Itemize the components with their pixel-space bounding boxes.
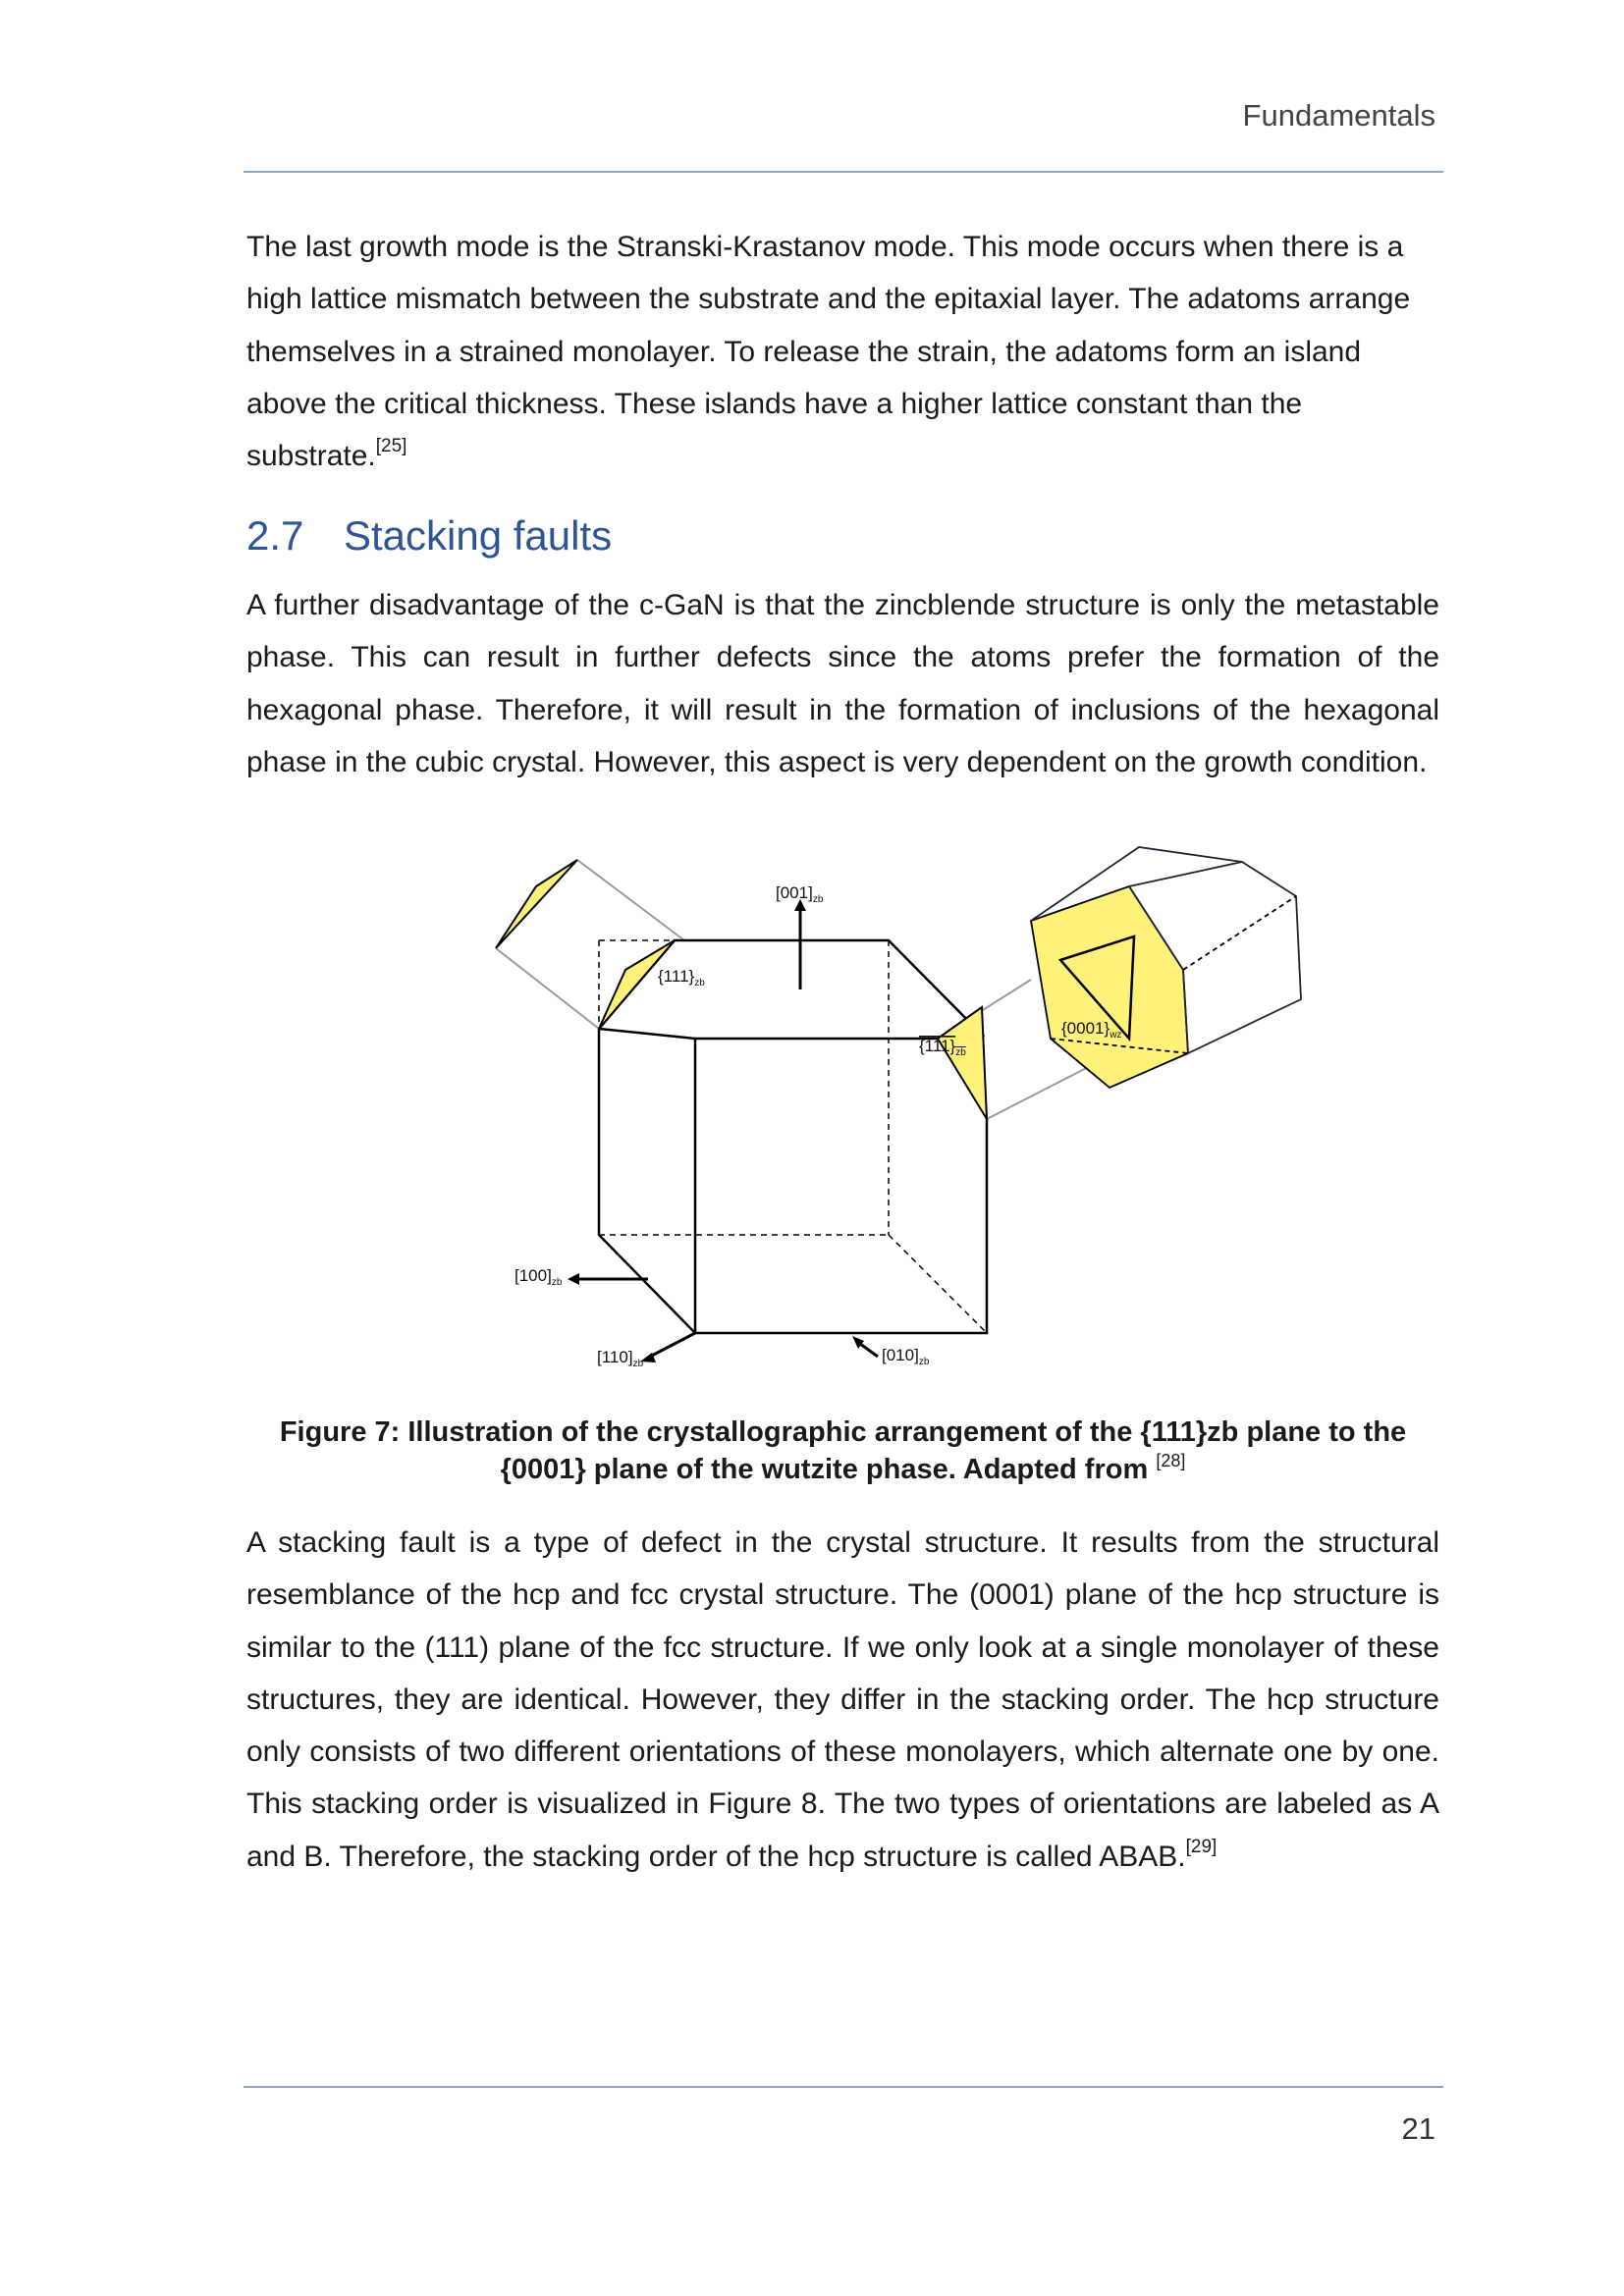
label-plane-111-bar: $\{111\}_{zb}$ [919,1037,966,1058]
plane-floating-triangle [496,860,577,948]
footer-rule [244,2086,1443,2088]
body-citation[interactable]: [29] [1185,1836,1218,1857]
section-title: Stacking faults [344,512,613,559]
crystal-diagram [481,842,1306,1392]
plane-111-right [938,1007,987,1119]
hexagonal-prism [1031,847,1301,1088]
caption-citation[interactable]: [28] [1156,1451,1186,1470]
label-plane-0001: $\{0001\}_{wz}$ [1061,1019,1122,1041]
intro-citation[interactable]: [25] [375,436,407,457]
header-rule [244,171,1443,173]
intro-paragraph [246,221,1439,482]
body-paragraph [246,1517,1439,1883]
cube-hidden-edges [599,940,987,1333]
running-header: Fundamentals [1242,98,1435,133]
section-heading [246,512,612,560]
prism-face-yellow [1031,886,1188,1088]
figure-caption [246,1414,1439,1488]
label-dir-110: $[110]_{zb}$ [597,1348,644,1369]
figure-caption-text: Figure 7: Illustration of the crystallographic arrangement of the {111}zb plane to the {0001} plane of the wutzite phase. Adapted from [279,1416,1407,1485]
arrow-010 [852,1336,878,1357]
section-number: 2.7 [246,512,304,559]
arrow-110 [640,1333,695,1362]
figure-crystal-illustration [481,842,1306,1392]
label-dir-001: $[001]_{zb}$ [776,883,824,905]
intro-paragraph-text: The last growth mode is the Stranski-Krastanov mode. This mode occurs when there is a high lattice mismatch between the substrate and the epitaxial layer. The adatoms arrange themselves in a strained monolayer. To release the strain, the adatoms form an island above the critical thickness. These islands have a higher lattice constant than the substrate. [246,231,1411,473]
body-paragraph-text: A stacking fault is a type of defect in the crystal structure. It results from the structural resemblance of the hcp and fcc crystal structure. The (0001) plane of the hcp structure is similar to the (111) plane of the fcc structure. If we only look at a single monolayer of these structures, they are identical. However, they differ in the stacking order. The hcp structure only consists of two different orientations of these monolayers, which alternate one by one. This stacking order is visualized in Figure 8. The two types of orientations are labeled as A and B. Therefore, the stacking order of the hcp structure is called ABAB. [246,1526,1439,1873]
arrow-001 [794,899,806,989]
label-plane-111: $\{111\}_{zb}$ [658,967,705,988]
label-dir-100: $[100]_{zb}$ [514,1266,563,1288]
label-dir-010: $[010]_{zb}$ [882,1346,930,1367]
arrow-100 [568,1273,648,1285]
page-number: 21 [1401,2111,1435,2146]
section-paragraph: A further disadvantage of the c-GaN is that the zincblende structure is only the metastable phase. This can result in further defects since the atoms prefer the formation of the hexagonal phase. Therefore, it will result in the formation of inclusions of the hexagonal phase in the cubic crystal. However, this aspect is very dependent on the growth condition. [246,589,1439,778]
